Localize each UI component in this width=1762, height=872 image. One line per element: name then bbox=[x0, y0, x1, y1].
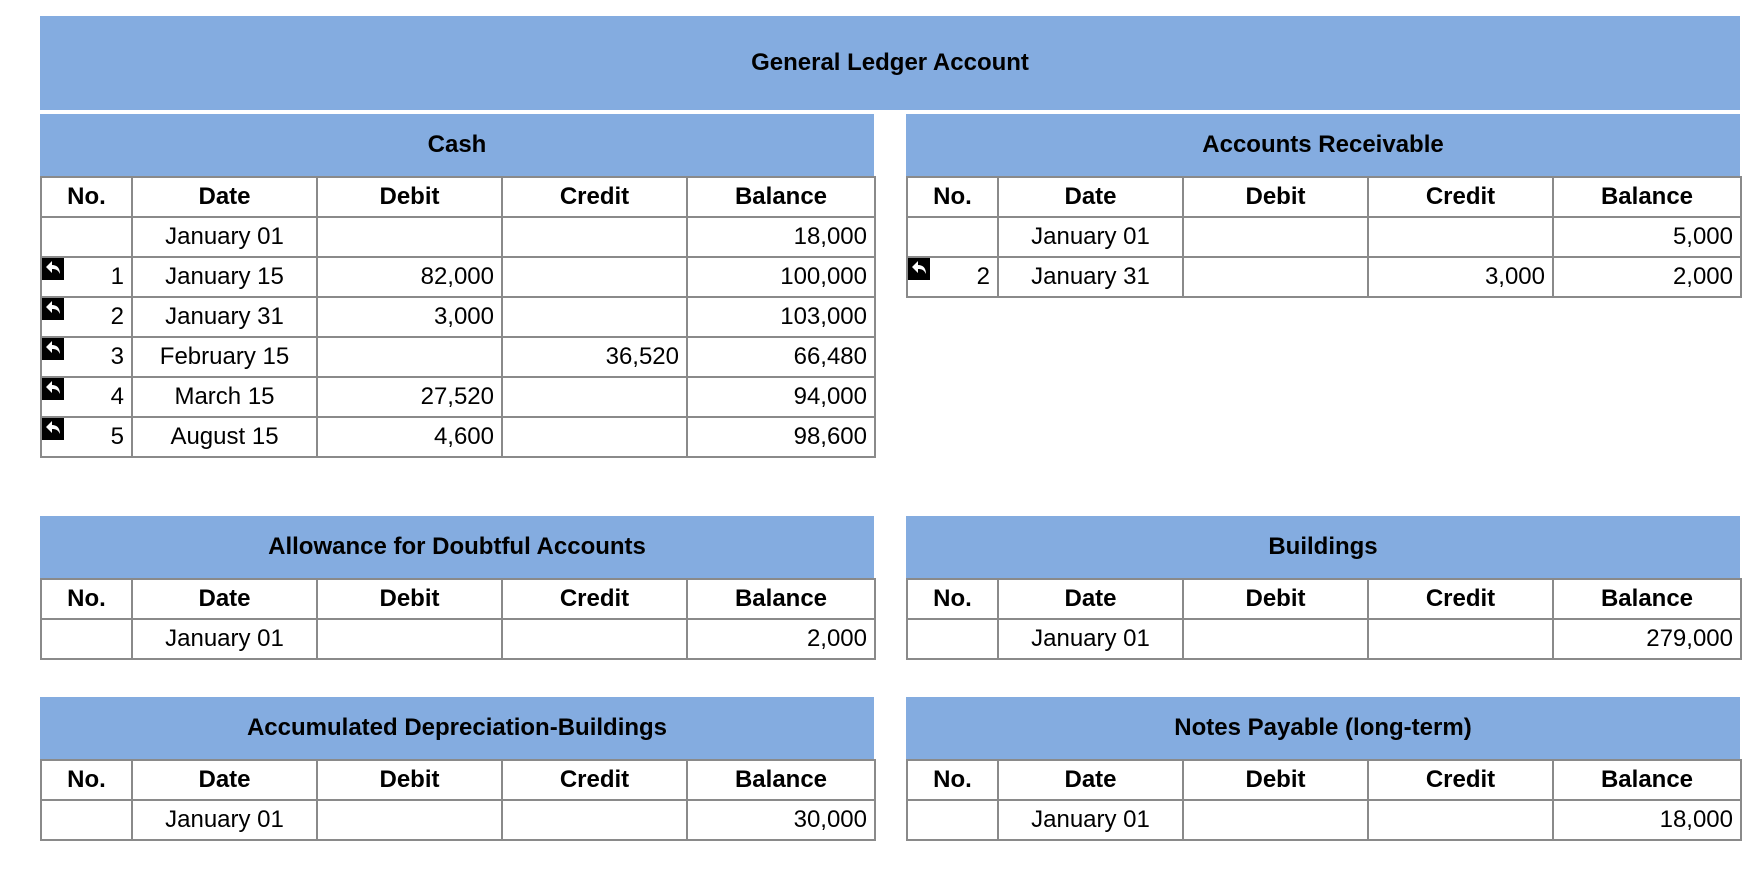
cell-credit bbox=[502, 337, 687, 377]
cell-date bbox=[132, 257, 317, 297]
column-header-balance: Balance bbox=[687, 579, 875, 619]
column-header-date: Date bbox=[998, 760, 1183, 800]
credit-value: 36,520 bbox=[605, 343, 679, 370]
cell-debit bbox=[1183, 619, 1368, 659]
column-header-no: No. bbox=[41, 760, 132, 800]
cell-date bbox=[998, 800, 1183, 840]
cell-no bbox=[907, 257, 998, 297]
cell-debit bbox=[317, 217, 502, 257]
cell-debit bbox=[317, 337, 502, 377]
cell-debit bbox=[317, 377, 502, 417]
undo-icon[interactable] bbox=[908, 258, 930, 280]
cell-date bbox=[132, 417, 317, 457]
account-title: Accumulated Depreciation-Buildings bbox=[40, 697, 874, 759]
date-value: January 31 bbox=[165, 303, 284, 330]
column-header-balance: Balance bbox=[687, 177, 875, 217]
table-row bbox=[907, 619, 1741, 659]
column-header-no: No. bbox=[41, 579, 132, 619]
cell-no bbox=[41, 417, 132, 457]
column-header-debit: Debit bbox=[317, 760, 502, 800]
undo-icon[interactable] bbox=[42, 258, 64, 280]
page-title: General Ledger Account bbox=[40, 16, 1740, 110]
cell-debit bbox=[317, 619, 502, 659]
cell-balance bbox=[687, 800, 875, 840]
date-value: March 15 bbox=[174, 383, 275, 410]
cell-credit bbox=[1368, 619, 1553, 659]
cell-debit bbox=[317, 257, 502, 297]
cell-no bbox=[907, 619, 998, 659]
ledger-cash bbox=[40, 114, 874, 458]
date-value: February 15 bbox=[159, 343, 290, 370]
ledger-table bbox=[40, 578, 876, 660]
no-value: 2 bbox=[110, 303, 124, 330]
date-value: January 01 bbox=[1031, 223, 1150, 250]
ledger-table bbox=[40, 759, 876, 841]
undo-icon[interactable] bbox=[42, 338, 64, 360]
column-header-no: No. bbox=[41, 177, 132, 217]
cell-balance bbox=[1553, 257, 1741, 297]
table-row bbox=[41, 257, 875, 297]
cell-balance bbox=[1553, 217, 1741, 257]
table-row bbox=[41, 337, 875, 377]
column-header-date: Date bbox=[132, 177, 317, 217]
balance-value: 279,000 bbox=[1646, 625, 1733, 652]
balance-value: 2,000 bbox=[806, 625, 867, 652]
header-row bbox=[41, 579, 875, 619]
cell-credit bbox=[1368, 257, 1553, 297]
cell-no bbox=[41, 257, 132, 297]
date-value: January 01 bbox=[1031, 806, 1150, 833]
undo-icon[interactable] bbox=[42, 298, 64, 320]
cell-credit bbox=[502, 619, 687, 659]
undo-icon[interactable] bbox=[42, 378, 64, 400]
column-header-credit: Credit bbox=[502, 760, 687, 800]
cell-debit bbox=[1183, 217, 1368, 257]
cell-balance bbox=[1553, 800, 1741, 840]
column-header-no: No. bbox=[907, 579, 998, 619]
ledger-notes-payable bbox=[906, 697, 1740, 841]
date-value: January 01 bbox=[165, 223, 284, 250]
cell-balance bbox=[687, 377, 875, 417]
debit-value: 27,520 bbox=[420, 383, 494, 410]
debit-value: 4,600 bbox=[433, 423, 494, 450]
header-row bbox=[907, 579, 1741, 619]
cell-debit bbox=[1183, 800, 1368, 840]
ledger-table bbox=[906, 578, 1742, 660]
cell-date bbox=[132, 337, 317, 377]
column-header-balance: Balance bbox=[1553, 177, 1741, 217]
cell-date bbox=[998, 619, 1183, 659]
cell-date bbox=[132, 377, 317, 417]
table-row bbox=[41, 417, 875, 457]
cell-date bbox=[998, 217, 1183, 257]
balance-value: 94,000 bbox=[793, 383, 867, 410]
cell-credit bbox=[1368, 217, 1553, 257]
date-value: January 01 bbox=[165, 806, 284, 833]
cell-credit bbox=[502, 800, 687, 840]
header-row bbox=[907, 177, 1741, 217]
cell-balance bbox=[687, 257, 875, 297]
cell-balance bbox=[687, 619, 875, 659]
cell-no bbox=[907, 217, 998, 257]
date-value: January 01 bbox=[1031, 625, 1150, 652]
cell-no bbox=[41, 619, 132, 659]
column-header-credit: Credit bbox=[1368, 177, 1553, 217]
account-title: Cash bbox=[40, 114, 874, 176]
no-value: 5 bbox=[110, 423, 124, 450]
balance-value: 5,000 bbox=[1672, 223, 1733, 250]
no-value: 2 bbox=[976, 263, 990, 290]
date-value: January 31 bbox=[1031, 263, 1150, 290]
ledger-accumulated-depreciation-buildings bbox=[40, 697, 874, 841]
column-header-debit: Debit bbox=[317, 177, 502, 217]
column-header-credit: Credit bbox=[1368, 760, 1553, 800]
cell-no bbox=[41, 800, 132, 840]
ledger-buildings bbox=[906, 516, 1740, 660]
cell-debit bbox=[317, 800, 502, 840]
cell-no bbox=[41, 217, 132, 257]
column-header-credit: Credit bbox=[502, 579, 687, 619]
table-row bbox=[907, 257, 1741, 297]
balance-value: 18,000 bbox=[793, 223, 867, 250]
table-row bbox=[41, 377, 875, 417]
cell-debit bbox=[317, 297, 502, 337]
cell-balance bbox=[687, 217, 875, 257]
column-header-no: No. bbox=[907, 177, 998, 217]
table-row bbox=[41, 217, 875, 257]
column-header-debit: Debit bbox=[1183, 177, 1368, 217]
account-title: Allowance for Doubtful Accounts bbox=[40, 516, 874, 578]
column-header-credit: Credit bbox=[1368, 579, 1553, 619]
ledger-table bbox=[906, 176, 1742, 298]
column-header-date: Date bbox=[132, 579, 317, 619]
ledger-table bbox=[40, 176, 876, 458]
cell-date bbox=[132, 217, 317, 257]
cell-credit bbox=[502, 417, 687, 457]
balance-value: 18,000 bbox=[1659, 806, 1733, 833]
balance-value: 66,480 bbox=[793, 343, 867, 370]
cell-credit bbox=[502, 377, 687, 417]
debit-value: 82,000 bbox=[420, 263, 494, 290]
column-header-date: Date bbox=[998, 579, 1183, 619]
cell-no bbox=[41, 337, 132, 377]
date-value: January 01 bbox=[165, 625, 284, 652]
header-row bbox=[41, 177, 875, 217]
balance-value: 100,000 bbox=[780, 263, 867, 290]
balance-value: 98,600 bbox=[793, 423, 867, 450]
cell-credit bbox=[502, 257, 687, 297]
column-header-balance: Balance bbox=[1553, 579, 1741, 619]
table-row bbox=[41, 297, 875, 337]
cell-date bbox=[132, 800, 317, 840]
ledger-allowance-doubtful-accounts bbox=[40, 516, 874, 660]
column-header-debit: Debit bbox=[317, 579, 502, 619]
cell-no bbox=[41, 377, 132, 417]
account-title: Accounts Receivable bbox=[906, 114, 1740, 176]
no-value: 1 bbox=[110, 263, 124, 290]
cell-debit bbox=[1183, 257, 1368, 297]
no-value: 3 bbox=[110, 343, 124, 370]
cell-balance bbox=[687, 337, 875, 377]
table-row bbox=[41, 800, 875, 840]
cell-debit bbox=[317, 417, 502, 457]
column-header-no: No. bbox=[907, 760, 998, 800]
header-row bbox=[907, 760, 1741, 800]
cell-credit bbox=[502, 217, 687, 257]
cell-no bbox=[41, 297, 132, 337]
cell-balance bbox=[687, 297, 875, 337]
cell-credit bbox=[1368, 800, 1553, 840]
column-header-debit: Debit bbox=[1183, 760, 1368, 800]
account-title: Notes Payable (long-term) bbox=[906, 697, 1740, 759]
no-value: 4 bbox=[110, 383, 124, 410]
table-row bbox=[41, 619, 875, 659]
column-header-debit: Debit bbox=[1183, 579, 1368, 619]
ledger-table bbox=[906, 759, 1742, 841]
table-row bbox=[907, 217, 1741, 257]
balance-value: 2,000 bbox=[1672, 263, 1733, 290]
ledger-accounts-receivable bbox=[906, 114, 1740, 298]
balance-value: 103,000 bbox=[780, 303, 867, 330]
balance-value: 30,000 bbox=[793, 806, 867, 833]
column-header-date: Date bbox=[132, 760, 317, 800]
column-header-balance: Balance bbox=[687, 760, 875, 800]
table-row bbox=[907, 800, 1741, 840]
date-value: January 15 bbox=[165, 263, 284, 290]
cell-date bbox=[132, 297, 317, 337]
account-title: Buildings bbox=[906, 516, 1740, 578]
cell-credit bbox=[502, 297, 687, 337]
debit-value: 3,000 bbox=[433, 303, 494, 330]
column-header-date: Date bbox=[998, 177, 1183, 217]
column-header-credit: Credit bbox=[502, 177, 687, 217]
cell-no bbox=[907, 800, 998, 840]
column-header-balance: Balance bbox=[1553, 760, 1741, 800]
date-value: August 15 bbox=[170, 423, 279, 450]
cell-balance bbox=[1553, 619, 1741, 659]
cell-date bbox=[998, 257, 1183, 297]
credit-value: 3,000 bbox=[1484, 263, 1545, 290]
header-row bbox=[41, 760, 875, 800]
cell-date bbox=[132, 619, 317, 659]
undo-icon[interactable] bbox=[42, 418, 64, 440]
cell-balance bbox=[687, 417, 875, 457]
